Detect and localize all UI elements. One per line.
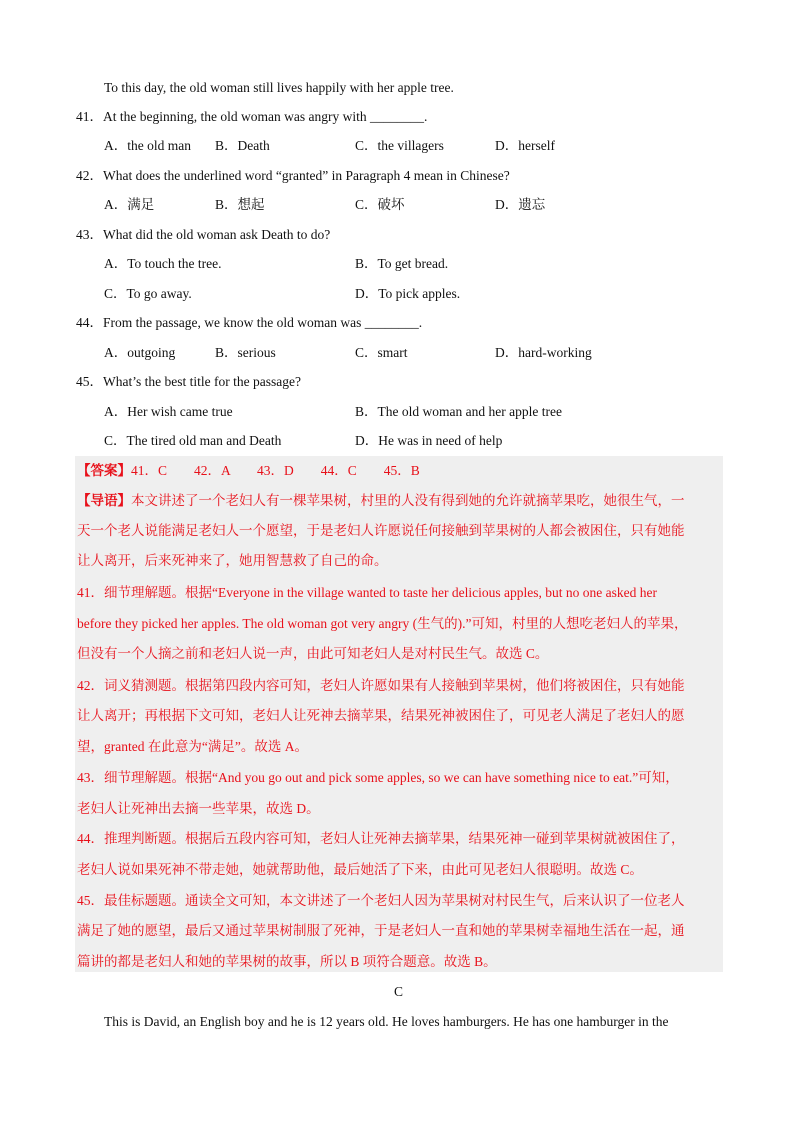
question-45-option-d: D．He was in need of help — [355, 433, 503, 448]
guide-label: 【导语】 — [77, 493, 131, 508]
question-44-option-a: A．outgoing — [104, 345, 176, 360]
question-43-stem: 43．What did the old woman ask Death to do? — [76, 227, 331, 242]
explanation-45-line-3: 篇讲的都是老妇人和她的苹果树的故事，所以 B 项符合题意。故选 B。 — [77, 954, 497, 969]
next-passage-first-line: This is David, an English boy and he is 12 years old. He loves hamburgers. He has one hamburger in the — [104, 1014, 669, 1029]
answer-label: 【答案】 — [77, 463, 131, 478]
question-43-option-c: C．To go away. — [104, 286, 192, 301]
question-45-option-a: A．Her wish came true — [104, 404, 233, 419]
question-45-option-b: B．The old woman and her apple tree — [355, 404, 562, 419]
guide-text-1: 本文讲述了一个老妇人有一棵苹果树，村里的人没有得到她的允许就摘苹果吃，她很生气，一 — [131, 493, 685, 508]
explanation-42-line-3: 望，granted 在此意为“满足”。故选 A。 — [77, 739, 308, 754]
explanation-43-line-2: 老妇人让死神出去摘一些苹果，故选 D。 — [77, 801, 320, 816]
explanation-45-line-2: 满足了她的愿望，最后又通过苹果树制服了死神，于是老妇人一直和她的苹果树幸福地生活在一起，通 — [77, 923, 685, 938]
explanation-42-line-1: 42．词义猜测题。根据第四段内容可知，老妇人许愿如果有人接触到苹果树，他们将被困住，只有她能 — [77, 678, 685, 693]
explanation-41-line-3: 但没有一个人摘之前和老妇人说一声，由此可知老妇人是对村民生气。故选 C。 — [77, 646, 549, 661]
question-44-option-b: B．serious — [215, 345, 276, 360]
question-43-option-a: A．To touch the tree. — [104, 256, 222, 271]
answer-text: 41．C 42．A 43．D 44．C 45．B — [131, 463, 420, 478]
question-42-option-d: D．遗忘 — [495, 197, 546, 212]
question-41-option-c: C．the villagers — [355, 138, 444, 153]
question-41-option-a: A．the old man — [104, 138, 191, 153]
explanation-45-line-1: 45．最佳标题题。通读全文可知，本文讲述了一个老妇人因为苹果树对村民生气，后来认识了一位老人 — [77, 893, 685, 908]
question-45-option-c: C．The tired old man and Death — [104, 433, 282, 448]
explanation-43-line-1: 43．细节理解题。根据“And you go out and pick some apples, so we can have something nice to eat.”可知， — [77, 770, 679, 785]
explanation-42-line-2: 让人离开；再根据下文可知，老妇人让死神去摘苹果，结果死神被困住了，可见老人满足了老妇人的愿 — [77, 708, 685, 723]
guide-line-2: 天一个老人说能满足老妇人一个愿望，于是老妇人许愿说任何接触到苹果树的人都会被困住，只有她能 — [77, 523, 685, 538]
explanation-44-line-1: 44．推理判断题。根据后五段内容可知，老妇人让死神去摘苹果，结果死神一碰到苹果树就被困住了， — [77, 831, 685, 846]
question-42-option-b: B．想起 — [215, 197, 265, 212]
question-42-option-c: C．破坏 — [355, 197, 405, 212]
guide-line-3: 让人离开，后来死神来了，她用智慧救了自己的命。 — [77, 553, 388, 568]
question-44-stem: 44．From the passage, we know the old woman was ________. — [76, 315, 423, 330]
explanation-41-line-2: before they picked her apples. The old woman got very angry (生气的).”可知，村里的人想吃老妇人的苹果， — [77, 616, 688, 631]
question-45-stem: 45．What’s the best title for the passage? — [76, 374, 301, 389]
question-43-option-b: B．To get bread. — [355, 256, 449, 271]
question-43-option-d: D．To pick apples. — [355, 286, 461, 301]
explanation-44-line-2: 老妇人说如果死神不带走她，她就帮助他，最后她活了下来，由此可见老妇人很聪明。故选 C。 — [77, 862, 643, 877]
question-41-option-d: D．herself — [495, 138, 555, 153]
question-41-option-b: B．Death — [215, 138, 270, 153]
question-44-option-c: C．smart — [355, 345, 408, 360]
section-heading-c: C — [394, 984, 404, 999]
explanation-41-line-1: 41．细节理解题。根据“Everyone in the village wanted to taste her delicious apples, but no one asked her — [77, 585, 657, 600]
question-44-option-d: D．hard-working — [495, 345, 592, 360]
question-42-option-a: A．满足 — [104, 197, 155, 212]
question-41-stem: 41．At the beginning, the old woman was angry with ________. — [76, 109, 428, 124]
passage-last-line: To this day, the old woman still lives happily with her apple tree. — [104, 80, 454, 95]
question-42-stem: 42．What does the underlined word “granted” in Paragraph 4 mean in Chinese? — [76, 168, 510, 183]
answer-key-line — [77, 462, 420, 480]
guide-line-1 — [77, 492, 685, 510]
